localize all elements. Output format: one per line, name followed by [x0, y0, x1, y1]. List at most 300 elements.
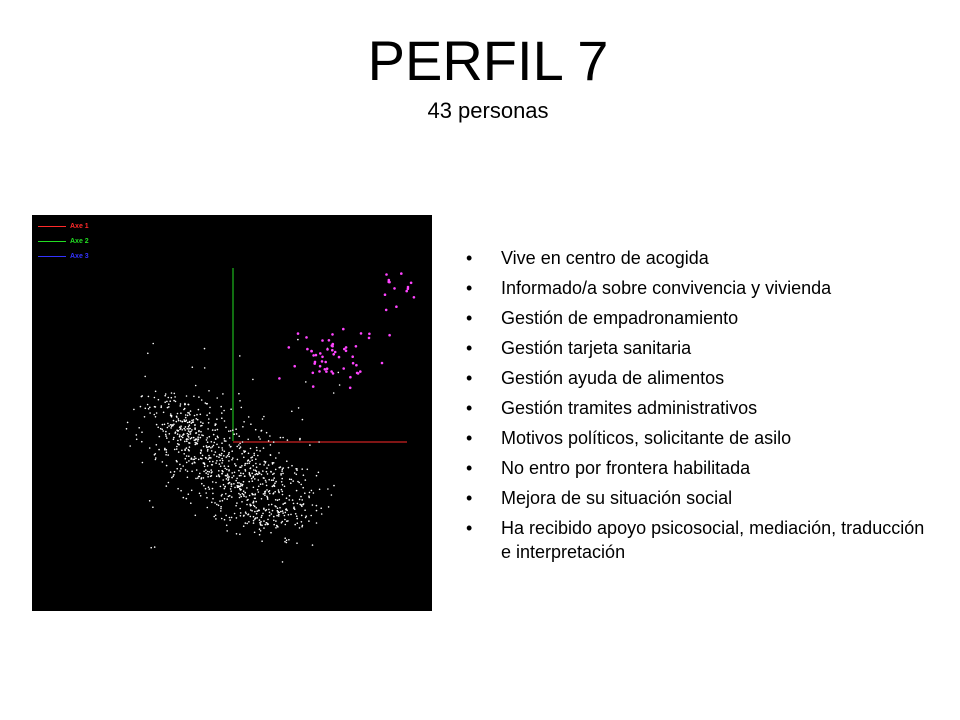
data-point — [292, 499, 294, 501]
data-point — [155, 391, 157, 393]
data-point — [191, 420, 193, 422]
bullet-dot: • — [466, 248, 473, 268]
data-point — [258, 509, 260, 511]
data-point — [278, 452, 280, 454]
data-point — [215, 462, 217, 464]
data-point — [138, 427, 140, 429]
bullet-item — [466, 276, 936, 300]
data-point — [242, 493, 244, 495]
data-point — [177, 488, 179, 490]
bullet-item — [466, 336, 936, 360]
data-point — [190, 433, 192, 435]
data-point — [238, 482, 240, 484]
data-point — [174, 432, 176, 434]
data-point — [208, 455, 210, 457]
data-point — [207, 473, 209, 475]
data-point — [262, 418, 264, 420]
data-point — [236, 533, 238, 535]
data-point — [254, 518, 256, 520]
data-point — [235, 505, 237, 507]
data-point — [236, 485, 238, 487]
data-point — [270, 471, 272, 473]
data-point — [177, 413, 179, 415]
data-point — [239, 448, 241, 450]
data-point — [253, 476, 255, 478]
data-point — [189, 428, 191, 430]
data-point — [235, 480, 237, 482]
data-point — [318, 441, 320, 443]
data-point — [228, 476, 230, 478]
bullet-text: Gestión tramites administrativos — [501, 398, 758, 418]
data-point — [282, 437, 284, 439]
data-point — [207, 458, 209, 460]
data-point — [264, 494, 266, 496]
data-point — [224, 519, 226, 521]
data-point — [288, 514, 290, 516]
data-point — [297, 339, 299, 341]
data-point — [207, 446, 209, 448]
data-point — [263, 527, 265, 529]
data-point — [279, 499, 281, 501]
data-point — [231, 450, 233, 452]
data-point — [166, 451, 168, 453]
bullet-item — [466, 366, 936, 390]
data-point — [156, 424, 158, 426]
bullet-text: Informado/a sobre convivencia y vivienda — [501, 278, 832, 298]
data-point — [164, 401, 166, 403]
data-point — [252, 480, 254, 482]
data-point — [169, 400, 171, 402]
profile-point — [321, 339, 324, 342]
data-point — [160, 428, 162, 430]
data-point — [304, 492, 306, 494]
data-point — [297, 481, 299, 483]
data-point — [204, 348, 206, 350]
data-point — [253, 516, 255, 518]
data-point — [241, 501, 243, 503]
data-point — [188, 430, 190, 432]
data-point — [187, 422, 189, 424]
data-point — [183, 497, 185, 499]
data-point — [218, 474, 220, 476]
data-point — [168, 482, 170, 484]
data-point — [171, 477, 173, 479]
data-point — [206, 403, 208, 405]
data-point — [282, 491, 284, 493]
data-point — [276, 515, 278, 517]
profile-point — [310, 350, 313, 353]
data-point — [296, 542, 298, 544]
data-point — [170, 427, 172, 429]
data-point — [305, 381, 307, 383]
data-point — [252, 456, 254, 458]
data-point — [262, 513, 264, 515]
profile-point — [288, 346, 291, 349]
profile-point — [368, 333, 371, 336]
profile-point — [355, 364, 358, 367]
profile-point — [293, 365, 296, 368]
data-point — [338, 372, 340, 374]
data-point — [206, 497, 208, 499]
data-point — [273, 462, 275, 464]
data-point — [205, 469, 207, 471]
data-point — [188, 426, 190, 428]
data-point — [229, 519, 231, 521]
data-point — [190, 502, 192, 504]
data-point — [274, 491, 276, 493]
data-point — [215, 518, 217, 520]
data-point — [203, 462, 205, 464]
data-point — [220, 455, 222, 457]
data-point — [253, 502, 255, 504]
data-point — [168, 403, 170, 405]
data-point — [186, 447, 188, 449]
data-point — [231, 485, 233, 487]
data-point — [257, 489, 259, 491]
bullet-item — [466, 456, 936, 480]
data-point — [225, 493, 227, 495]
data-point — [245, 513, 247, 515]
bullet-item — [466, 396, 936, 420]
data-point — [316, 522, 318, 524]
data-point — [209, 461, 211, 463]
data-point — [265, 461, 267, 463]
data-point — [219, 476, 221, 478]
data-point — [296, 515, 298, 517]
data-point — [224, 465, 226, 467]
data-point — [182, 465, 184, 467]
data-point — [200, 495, 202, 497]
data-point — [301, 515, 303, 517]
data-point — [209, 457, 211, 459]
legend-axe-2-label: Axe 2 — [70, 238, 89, 245]
data-point — [264, 493, 266, 495]
data-point — [199, 473, 201, 475]
data-point — [288, 499, 290, 501]
data-point — [184, 450, 186, 452]
legend-axe-3-label: Axe 3 — [70, 253, 89, 260]
data-point — [212, 498, 214, 500]
data-point — [268, 464, 270, 466]
data-point — [255, 493, 257, 495]
data-point — [196, 442, 198, 444]
data-point — [207, 476, 209, 478]
bullet-dot: • — [466, 338, 473, 358]
data-point — [176, 416, 178, 418]
data-point — [215, 482, 217, 484]
data-point — [219, 500, 221, 502]
data-point — [230, 430, 232, 432]
data-point — [258, 436, 260, 438]
data-point — [237, 482, 239, 484]
slide-title: PERFIL 7 — [367, 29, 609, 92]
data-point — [154, 414, 156, 416]
data-point — [167, 423, 169, 425]
data-point — [278, 514, 280, 516]
data-point — [197, 436, 199, 438]
profile-point — [297, 332, 300, 335]
data-point — [211, 475, 213, 477]
data-point — [274, 482, 276, 484]
data-point — [178, 420, 180, 422]
data-point — [162, 430, 164, 432]
data-point — [266, 496, 268, 498]
data-point — [239, 508, 241, 510]
data-point — [200, 421, 202, 423]
data-point — [256, 510, 258, 512]
data-point — [241, 453, 243, 455]
data-point — [256, 473, 258, 475]
data-point — [259, 438, 261, 440]
profile-point — [385, 309, 388, 312]
data-point — [297, 503, 299, 505]
data-point — [258, 491, 260, 493]
data-point — [281, 470, 283, 472]
profile-point — [325, 370, 328, 373]
data-point — [194, 428, 196, 430]
data-point — [229, 482, 231, 484]
data-point — [293, 503, 295, 505]
profile-point — [393, 287, 396, 290]
data-point — [309, 492, 311, 494]
data-point — [261, 525, 263, 527]
data-point — [196, 432, 198, 434]
data-point — [219, 454, 221, 456]
data-point — [259, 450, 261, 452]
data-point — [210, 447, 212, 449]
data-point — [267, 519, 269, 521]
data-point — [253, 455, 255, 457]
data-point — [282, 484, 284, 486]
data-point — [149, 407, 151, 409]
data-point — [208, 390, 210, 392]
data-point — [191, 457, 193, 459]
data-point — [216, 475, 218, 477]
data-point — [228, 470, 230, 472]
data-point — [231, 472, 233, 474]
data-point — [174, 449, 176, 451]
data-point — [205, 492, 207, 494]
data-point — [194, 442, 196, 444]
data-point — [279, 507, 281, 509]
data-point — [256, 513, 258, 515]
profile-point — [306, 348, 309, 351]
data-point — [196, 469, 198, 471]
data-point — [302, 487, 304, 489]
data-point — [203, 477, 205, 479]
data-point — [227, 477, 229, 479]
data-point — [133, 409, 135, 411]
profile-point — [314, 361, 317, 364]
data-point — [165, 431, 167, 433]
data-point — [213, 516, 215, 518]
data-point — [188, 412, 190, 414]
data-point — [159, 436, 161, 438]
bullet-text: Motivos políticos, solicitante de asilo — [501, 428, 792, 448]
data-point — [246, 504, 248, 506]
data-point — [270, 444, 272, 446]
data-point — [213, 454, 215, 456]
data-point — [231, 496, 233, 498]
data-point — [294, 472, 296, 474]
data-point — [204, 466, 206, 468]
data-point — [238, 435, 240, 437]
data-point — [249, 468, 251, 470]
data-point — [238, 444, 240, 446]
data-point — [273, 520, 275, 522]
profile-point — [315, 354, 318, 357]
data-point — [228, 454, 230, 456]
data-point — [229, 495, 231, 497]
data-point — [242, 441, 244, 443]
data-point — [170, 415, 172, 417]
data-point — [224, 498, 226, 500]
data-point — [240, 512, 242, 514]
data-point — [263, 464, 265, 466]
data-point — [272, 486, 274, 488]
data-point — [215, 515, 217, 517]
data-point — [266, 522, 268, 524]
data-point — [263, 493, 265, 495]
data-point — [203, 471, 205, 473]
profile-point — [328, 339, 331, 342]
data-point — [228, 466, 230, 468]
data-point — [204, 367, 206, 369]
data-point — [179, 434, 181, 436]
data-point — [186, 455, 188, 457]
data-point — [255, 507, 257, 509]
data-point — [175, 401, 177, 403]
data-point — [165, 454, 167, 456]
data-point — [212, 461, 214, 463]
data-point — [295, 468, 297, 470]
data-point — [189, 442, 191, 444]
data-point — [184, 429, 186, 431]
data-point — [200, 425, 202, 427]
data-point — [180, 420, 182, 422]
data-point — [158, 399, 160, 401]
profile-point — [405, 290, 408, 293]
data-point — [201, 477, 203, 479]
data-point — [221, 462, 223, 464]
data-point — [233, 483, 235, 485]
data-point — [275, 481, 277, 483]
data-point — [189, 446, 191, 448]
data-point — [207, 428, 209, 430]
data-point — [222, 393, 224, 395]
data-point — [300, 496, 302, 498]
data-point — [225, 427, 227, 429]
data-point — [293, 506, 295, 508]
data-point — [256, 450, 258, 452]
data-point — [254, 511, 256, 513]
data-point — [255, 463, 257, 465]
data-point — [224, 488, 226, 490]
data-point — [188, 436, 190, 438]
data-point — [172, 476, 174, 478]
data-point — [166, 401, 168, 403]
data-point — [214, 442, 216, 444]
data-point — [227, 455, 229, 457]
data-point — [236, 478, 238, 480]
data-point — [251, 493, 253, 495]
data-point — [200, 431, 202, 433]
profile-point — [312, 354, 315, 357]
data-point — [249, 474, 251, 476]
data-point — [282, 510, 284, 512]
data-point — [231, 459, 233, 461]
data-point — [186, 498, 188, 500]
data-point — [213, 434, 215, 436]
data-point — [218, 505, 220, 507]
data-point — [280, 473, 282, 475]
data-point — [184, 441, 186, 443]
data-point — [268, 440, 270, 442]
scatter-plot-3d — [32, 215, 432, 611]
data-point — [268, 509, 270, 511]
data-point — [245, 451, 247, 453]
profile-point — [278, 377, 281, 380]
data-point — [239, 497, 241, 499]
data-point — [177, 443, 179, 445]
profile-point — [345, 346, 348, 349]
data-point — [177, 433, 179, 435]
bullet-dot: • — [466, 308, 473, 328]
bullet-text: No entro por frontera habilitada — [501, 458, 751, 478]
data-point — [221, 417, 223, 419]
data-point — [208, 422, 210, 424]
data-point — [220, 508, 222, 510]
data-point — [176, 446, 178, 448]
data-point — [259, 519, 261, 521]
data-point — [157, 427, 159, 429]
data-point — [286, 460, 288, 462]
data-point — [178, 451, 180, 453]
data-point — [282, 494, 284, 496]
profile-point — [312, 385, 315, 388]
data-point — [286, 539, 288, 541]
data-point — [312, 504, 314, 506]
data-point — [180, 439, 182, 441]
data-point — [285, 512, 287, 514]
data-point — [270, 532, 272, 534]
data-point — [180, 403, 182, 405]
data-point — [223, 484, 225, 486]
data-point — [201, 399, 203, 401]
data-point — [256, 466, 258, 468]
data-point — [275, 469, 277, 471]
data-point — [206, 414, 208, 416]
data-point — [245, 492, 247, 494]
data-point — [220, 510, 222, 512]
data-point — [216, 504, 218, 506]
data-point — [248, 416, 250, 418]
data-point — [208, 486, 210, 488]
data-point — [255, 429, 257, 431]
data-point — [239, 494, 241, 496]
data-point — [249, 472, 251, 474]
data-point — [191, 471, 193, 473]
data-point — [226, 525, 228, 527]
data-point — [243, 525, 245, 527]
data-point — [275, 527, 277, 529]
data-point — [214, 502, 216, 504]
data-point — [255, 458, 257, 460]
data-point — [206, 439, 208, 441]
data-point — [179, 436, 181, 438]
data-point — [170, 413, 172, 415]
data-point — [155, 459, 157, 461]
